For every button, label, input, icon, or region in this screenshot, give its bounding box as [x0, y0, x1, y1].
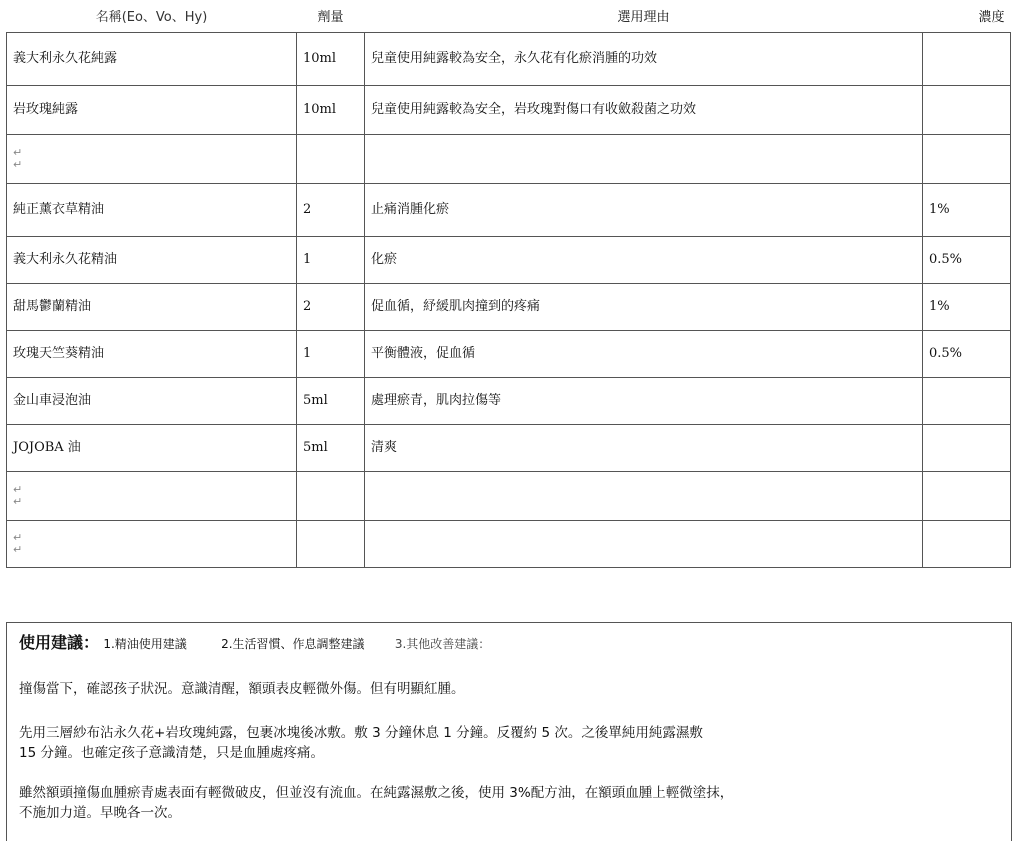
- cell-reason: [365, 135, 923, 184]
- cell-concentration: 0.5%: [923, 331, 1011, 378]
- table-row: [7, 284, 1011, 331]
- cell-reason: 兒童使用純露較為安全，永久花有化瘀消腫的功效: [365, 33, 923, 86]
- table-row: [7, 184, 1011, 237]
- cell-reason: [365, 521, 923, 568]
- cell-name: 甜馬鬱蘭精油: [7, 284, 297, 331]
- cell-dose: [297, 472, 365, 521]
- cell-concentration: [923, 521, 1011, 568]
- cell-dose: 5ml: [297, 378, 365, 425]
- header-concentration: 濃度: [923, 4, 1011, 33]
- cell-dose: 1: [297, 331, 365, 378]
- cell-reason: 清爽: [365, 425, 923, 472]
- cell-reason: 化瘀: [365, 237, 923, 284]
- advice-item-1: 1.精油使用建議: [103, 637, 187, 651]
- table-row: [7, 135, 1011, 184]
- cell-dose: 10ml: [297, 86, 365, 135]
- advice-item-2: 2.生活習慣、作息調整建議: [221, 637, 365, 651]
- cell-reason: 止痛消腫化瘀: [365, 184, 923, 237]
- cell-concentration: [923, 378, 1011, 425]
- cell-name: ↵ ↵: [7, 521, 297, 568]
- cell-concentration: [923, 135, 1011, 184]
- cell-dose: 2: [297, 284, 365, 331]
- cell-name: 金山車浸泡油: [7, 378, 297, 425]
- cell-reason: [365, 472, 923, 521]
- cell-concentration: [923, 425, 1011, 472]
- table-row: [7, 378, 1011, 425]
- table-row: [7, 86, 1011, 135]
- table-header-row: [7, 4, 1011, 33]
- table-row: [7, 472, 1011, 521]
- cell-concentration: 1%: [923, 184, 1011, 237]
- cell-name: ↵ ↵: [7, 135, 297, 184]
- advice-paragraph-1: 撞傷當下，確認孩子狀況。意識清醒，額頭表皮輕微外傷。但有明顯紅腫。: [19, 681, 465, 697]
- cell-name: 玫瑰天竺葵精油: [7, 331, 297, 378]
- cell-reason: 平衡體液，促血循: [365, 331, 923, 378]
- cell-dose: 1: [297, 237, 365, 284]
- cell-name: 岩玫瑰純露: [7, 86, 297, 135]
- advice-paragraph-3-line-2: 不施加力道。早晚各一次。: [19, 805, 181, 821]
- table-row: [7, 33, 1011, 86]
- cell-concentration: 1%: [923, 284, 1011, 331]
- cell-dose: [297, 135, 365, 184]
- document-page: [6, 4, 1018, 840]
- advice-paragraph-2-line-2: 15 分鐘。也確定孩子意識清楚，只是血腫處疼痛。: [19, 745, 324, 761]
- cell-concentration: [923, 33, 1011, 86]
- cell-name: 純正薰衣草精油: [7, 184, 297, 237]
- advice-title: 使用建議：: [19, 633, 100, 652]
- header-dose: 劑量: [297, 4, 365, 33]
- cell-dose: 10ml: [297, 33, 365, 86]
- cell-name: 義大利永久花純露: [7, 33, 297, 86]
- cell-dose: [297, 521, 365, 568]
- advice-section: [6, 622, 1012, 841]
- cell-concentration: [923, 472, 1011, 521]
- advice-paragraph-2-line-1: 先用三層紗布沾永久花+岩玫瑰純露，包裹冰塊後冰敷。敷 3 分鐘休息 1 分鐘。反覆約 5 次。之後單純用純露濕敷: [19, 725, 703, 741]
- cell-dose: 2: [297, 184, 365, 237]
- cell-name: JOJOBA 油: [7, 425, 297, 472]
- cell-name: ↵ ↵: [7, 472, 297, 521]
- advice-heading-line: [19, 633, 490, 654]
- table-row: [7, 425, 1011, 472]
- cell-concentration: [923, 86, 1011, 135]
- cell-reason: 兒童使用純露較為安全，岩玫瑰對傷口有收斂殺菌之功效: [365, 86, 923, 135]
- header-reason: 選用理由: [365, 4, 923, 33]
- header-name: 名稱(Eo、Vo、Hy): [7, 4, 297, 33]
- cell-concentration: 0.5%: [923, 237, 1011, 284]
- cell-name: 義大利永久花精油: [7, 237, 297, 284]
- recipe-table: [6, 4, 1011, 568]
- cell-dose: 5ml: [297, 425, 365, 472]
- table-row: [7, 331, 1011, 378]
- cell-reason: 處理瘀青，肌肉拉傷等: [365, 378, 923, 425]
- advice-paragraph-3-line-1: 雖然額頭撞傷血腫瘀青處表面有輕微破皮，但並沒有流血。在純露濕敷之後，使用 3%配方油，在額頭血腫上輕微塗抹，: [19, 785, 734, 801]
- cell-reason: 促血循，紓緩肌肉撞到的疼痛: [365, 284, 923, 331]
- table-row: [7, 521, 1011, 568]
- advice-item-3: 3.其他改善建議：: [394, 637, 491, 651]
- table-row: [7, 237, 1011, 284]
